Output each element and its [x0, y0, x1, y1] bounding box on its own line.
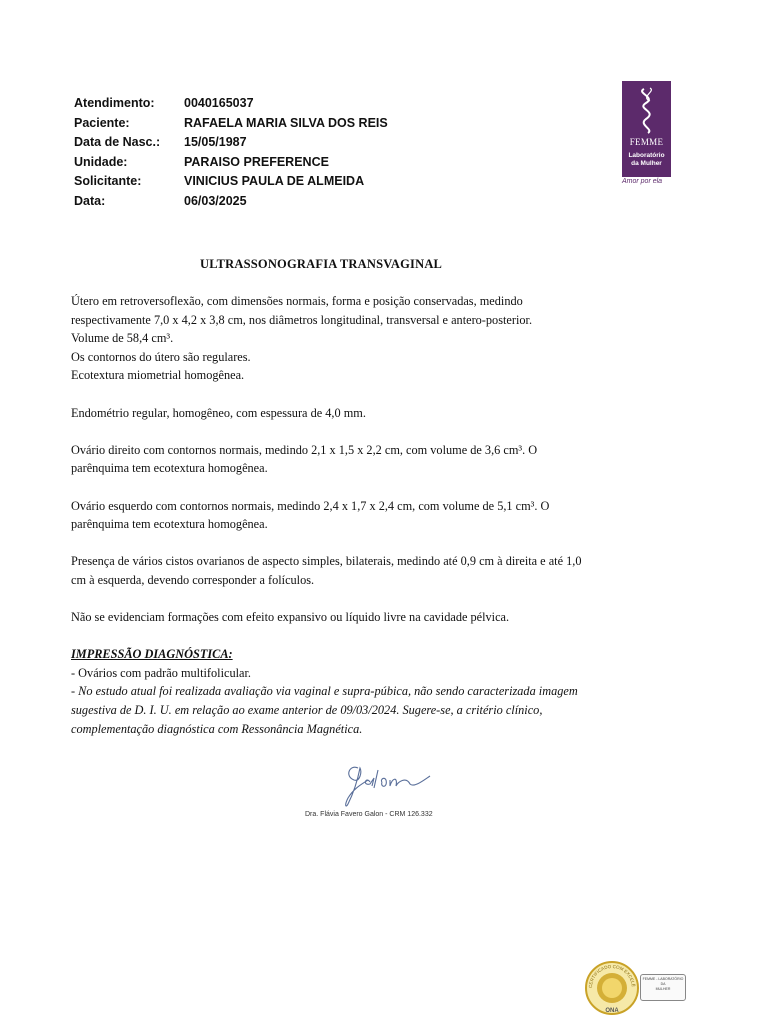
- field-label: Data de Nasc.:: [74, 135, 161, 150]
- femme-logo: [622, 81, 671, 177]
- text-line: Útero em retroversoflexão, com dimensões normais, forma e posição conservadas, medindo: [71, 294, 523, 308]
- impression-text: No estudo atual foi realizada avaliação via vaginal e supra-púbica, não sendo caracterizada imagem: [78, 684, 578, 699]
- badge-line: MULHER: [655, 987, 671, 991]
- text-line: cm à esquerda, devendo corresponder a folículos.: [71, 572, 315, 587]
- field-value: RAFAELA MARIA SILVA DOS REIS: [184, 115, 388, 130]
- text-line: respectivamente 7,0 x 4,2 x 3,8 cm, nos diâmetros longitudinal, transversal e antero-posterior.: [71, 312, 533, 327]
- impression-text: complementação diagnóstica com Ressonância Magnética.: [71, 721, 363, 736]
- report-body: [71, 292, 693, 738]
- impression-dash: -: [71, 684, 79, 699]
- report-title: ULTRASSONOGRAFIA TRANSVAGINAL: [200, 257, 443, 271]
- logo-subtitle: [622, 152, 671, 167]
- seal-ring-text: CERTIFICADO COM EXCELÊ: [587, 963, 637, 989]
- text-line: Endométrio regular, homogêneo, com espessura de 4,0 mm.: [71, 405, 366, 420]
- field-label: Solicitante:: [74, 174, 142, 189]
- field-value: 06/03/2025: [184, 193, 247, 208]
- header-row: [74, 192, 388, 212]
- header-row: [74, 114, 388, 134]
- paragraph-right-ovary: [71, 441, 693, 478]
- text-line: Ovário esquerdo com contornos normais, medindo 2,4 x 1,7 x 2,4 cm, com volume de 5,1 cm³. O: [71, 498, 550, 513]
- impression-text: sugestiva de D. I. U. em relação ao exame anterior de 09/03/2024. Sugere-se, a critério clínico,: [71, 703, 543, 718]
- header-row: [74, 172, 388, 192]
- field-value: VINICIUS PAULA DE ALMEIDA: [184, 174, 365, 189]
- field-label: Atendimento:: [74, 96, 155, 110]
- badge-line: FEMME - LABORATÓRIO DA: [642, 977, 684, 986]
- paragraph-left-ovary: [71, 497, 693, 534]
- patient-header: [74, 94, 388, 212]
- text-line: Volume de 58,4 cm³.: [71, 331, 174, 346]
- ona-seal-icon: [584, 960, 640, 1016]
- seal-org: ONA: [605, 1008, 619, 1014]
- impression-section: [71, 645, 693, 738]
- text-line: parênquima tem ecotextura homogênea.: [71, 517, 268, 532]
- text-line: Os contornos do útero são regulares.: [71, 349, 251, 364]
- paragraph-cysts: [71, 552, 693, 589]
- impression-title: IMPRESSÃO DIAGNÓSTICA:: [71, 647, 233, 662]
- paragraph-uterus: [71, 292, 693, 385]
- seal-badge: [640, 974, 686, 1001]
- text-line: Presença de vários cistos ovarianos de aspecto simples, bilaterais, medindo até 0,9 cm à direita e até 1,0: [71, 554, 582, 569]
- header-row: [74, 94, 388, 114]
- field-value: 15/05/1987: [184, 135, 247, 150]
- field-value: 0040165037: [184, 96, 254, 110]
- impression-item: [71, 682, 693, 701]
- paragraph-pelvis: [71, 608, 693, 627]
- text-line: parênquima tem ecotextura homogênea.: [71, 461, 268, 476]
- ribbon-icon: [630, 85, 663, 135]
- impression-item: - Ovários com padrão multifolicular.: [71, 665, 251, 680]
- field-label: Unidade:: [74, 154, 128, 169]
- text-line: Ovário direito com contornos normais, medindo 2,1 x 1,5 x 2,2 cm, com volume de 3,6 cm³. O: [71, 442, 538, 457]
- logo-brand: FEMME: [629, 137, 664, 147]
- field-label: Paciente:: [74, 115, 130, 130]
- header-row: [74, 133, 388, 153]
- header-row: [74, 153, 388, 173]
- text-line: Não se evidenciam formações com efeito expansivo ou líquido livre na cavidade pélvica.: [71, 610, 510, 625]
- field-label: Data:: [74, 193, 106, 208]
- signature-caption: Dra. Flávia Favero Galon - CRM 126.332: [305, 811, 433, 818]
- logo-subtitle-line: Laboratório: [628, 152, 665, 159]
- doctor-signature: [340, 758, 435, 810]
- text-line: Ecotextura miometrial homogênea.: [71, 368, 245, 383]
- logo-tagline: Amor por ela: [622, 178, 663, 185]
- paragraph-endometrium: [71, 404, 693, 423]
- field-value: PARAISO PREFERENCE: [184, 154, 329, 169]
- logo-subtitle-line: da Mulher: [631, 159, 662, 167]
